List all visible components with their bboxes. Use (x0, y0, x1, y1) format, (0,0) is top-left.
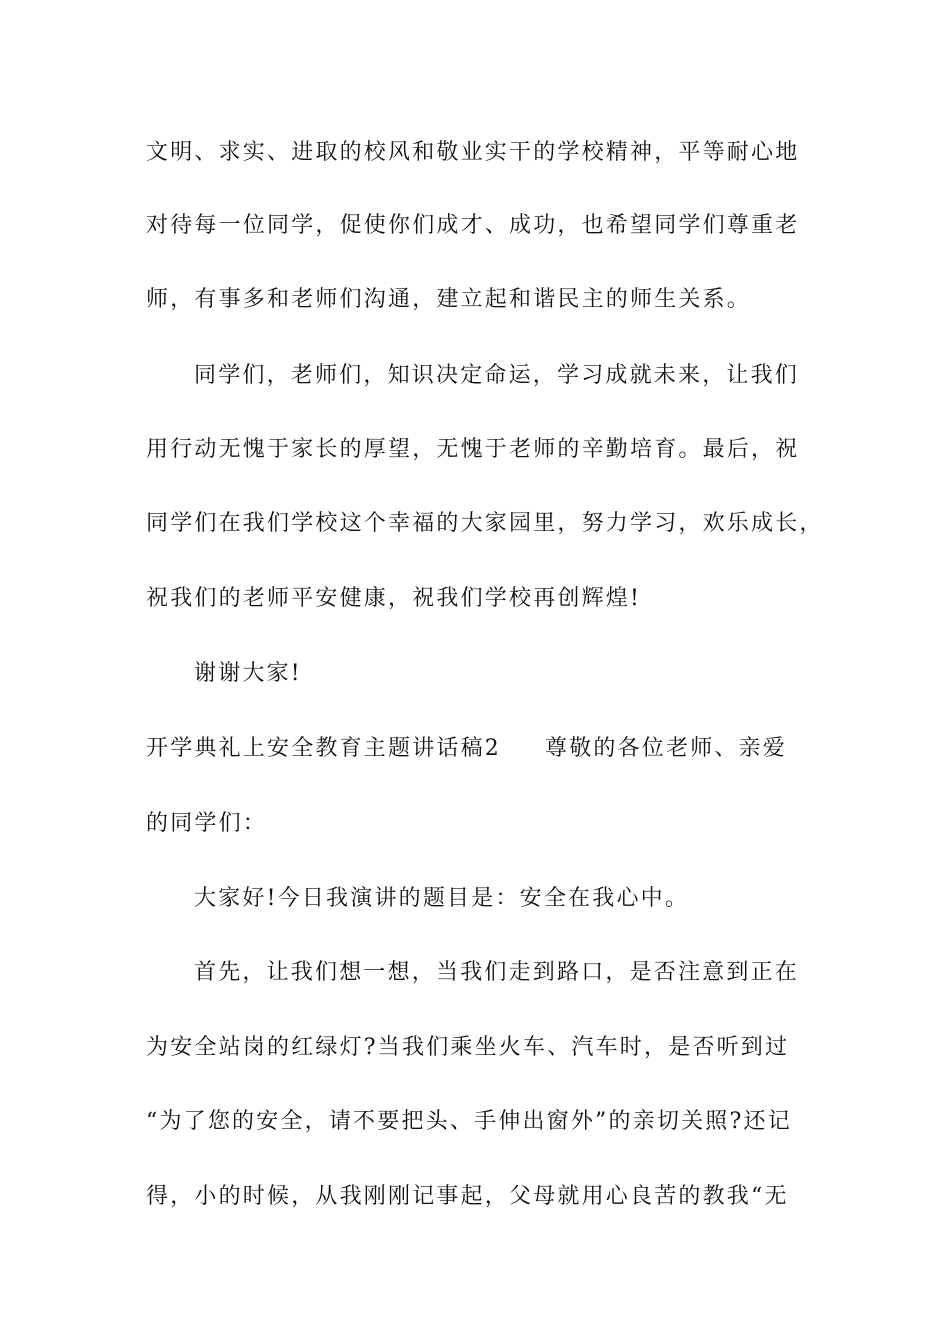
paragraph-line: 文明、求实、进取的校风和敬业实干的学校精神，平等耐心地 (146, 140, 800, 165)
section-heading-line (146, 734, 846, 764)
paragraph-line: 首先，让我们想一想，当我们走到路口，是否注意到正在 (194, 960, 800, 985)
section-title: 开学典礼上安全教育主题讲话稿2 (146, 736, 501, 761)
paragraph-line: 同学们在我们学校这个幸福的大家园里，努力学习，欢乐成长， (146, 511, 824, 536)
paragraph-line: 对待每一位同学，促使你们成才、成功，也希望同学们尊重老 (146, 213, 800, 238)
paragraph-line: 为安全站岗的红绿灯?当我们乘坐火车、汽车时，是否听到过 (146, 1035, 790, 1060)
salutation-end: 的同学们： (146, 811, 268, 836)
paragraph-line: 祝我们的老师平安健康，祝我们学校再创辉煌! (146, 586, 642, 611)
paragraph-line: 得，小的时候，从我刚刚记事起，父母就用心良苦的教我“无 (146, 1184, 789, 1209)
closing-line: 谢谢大家! (194, 661, 302, 686)
paragraph-line: 用行动无愧于家长的厚望，无愧于老师的辛勤培育。最后，祝 (146, 437, 800, 462)
paragraph-line: 师，有事多和老师们沟通，建立起和谐民主的师生关系。 (146, 287, 752, 312)
paragraph-line: 同学们，老师们，知识决定命运，学习成就未来，让我们 (194, 363, 800, 388)
salutation-start: 尊敬的各位老师、亲爱 (545, 736, 788, 761)
paragraph-line: “为了您的安全，请不要把头、手伸出窗外”的亲切关照?还记 (146, 1109, 792, 1134)
paragraph-line: 大家好!今日我演讲的题目是：安全在我心中。 (194, 886, 690, 911)
